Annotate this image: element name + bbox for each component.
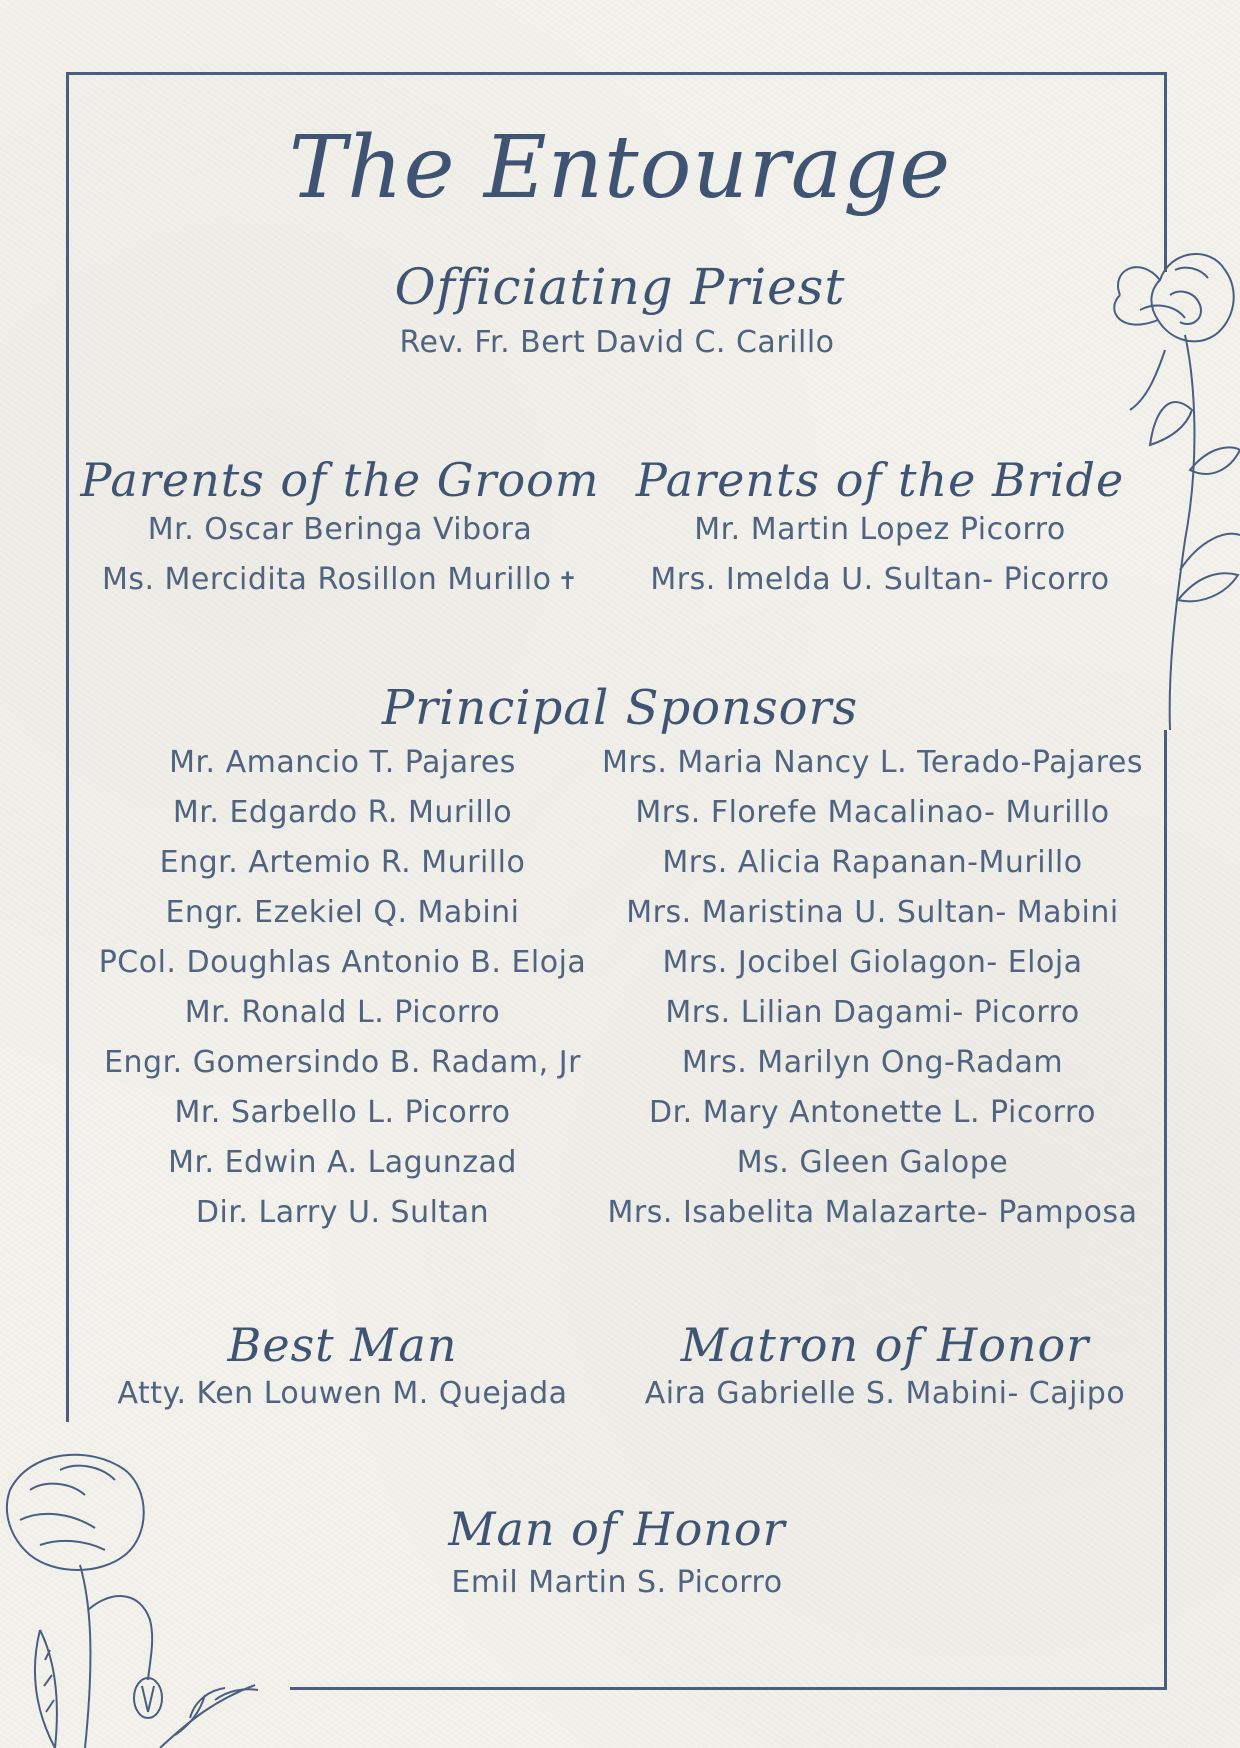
sponsor-left-2: Mr. Edgardo R. Murillo <box>172 795 513 830</box>
cross-icon: ✝ <box>557 567 579 595</box>
sponsor-right-6: Mrs. Lilian Dagami- Picorro <box>665 995 1080 1030</box>
best-man-name: Atty. Ken Louwen M. Quejada <box>117 1376 568 1411</box>
sponsor-right-1: Mrs. Maria Nancy L. Terado-Pajares <box>602 745 1143 780</box>
groom-parents-heading: Parents of the Groom <box>80 453 600 507</box>
sponsor-left-7: Engr. Gomersindo B. Radam, Jr <box>104 1045 581 1080</box>
sponsor-left-3: Engr. Artemio R. Murillo <box>159 845 526 880</box>
sponsor-left-5: PCol. Doughlas Antonio B. Eloja <box>98 945 587 980</box>
groom-father-name: Mr. Oscar Beringa Vibora <box>147 512 533 547</box>
officiating-heading: Officiating Priest <box>394 258 846 316</box>
sponsor-left-1: Mr. Amancio T. Pajares <box>169 745 516 780</box>
bride-parents-heading: Parents of the Bride <box>635 453 1125 507</box>
floral-left-illustration <box>0 1450 270 1748</box>
sponsor-right-8: Dr. Mary Antonette L. Picorro <box>648 1095 1097 1130</box>
best-man-heading: Best Man <box>227 1318 458 1372</box>
sponsor-left-9: Mr. Edwin A. Lagunzad <box>168 1145 517 1180</box>
sponsors-heading: Principal Sponsors <box>381 680 859 736</box>
bride-mother-name: Mrs. Imelda U. Sultan- Picorro <box>650 562 1110 597</box>
floral-right-illustration <box>1100 240 1240 730</box>
officiating-priest-name: Rev. Fr. Bert David C. Carillo <box>399 325 835 360</box>
sponsor-right-4: Mrs. Maristina U. Sultan- Mabini <box>626 895 1119 930</box>
page-title: The Entourage <box>288 118 952 218</box>
man-of-honor-name: Emil Martin S. Picorro <box>451 1565 783 1600</box>
sponsor-left-8: Mr. Sarbello L. Picorro <box>174 1095 511 1130</box>
groom-mother-label: Ms. Mercidita Rosillon Murillo <box>101 562 552 597</box>
sponsor-right-3: Mrs. Alicia Rapanan-Murillo <box>662 845 1083 880</box>
frame-bottom-line <box>290 1687 1167 1690</box>
sponsor-left-4: Engr. Ezekiel Q. Mabini <box>165 895 520 930</box>
sponsor-right-5: Mrs. Jocibel Giolagon- Eloja <box>662 945 1083 980</box>
groom-mother-name <box>80 562 600 597</box>
sponsor-right-10: Mrs. Isabelita Malazarte- Pamposa <box>607 1195 1138 1230</box>
matron-heading: Matron of Honor <box>680 1318 1090 1372</box>
frame-top-line <box>66 72 1167 75</box>
sponsor-right-9: Ms. Gleen Galope <box>736 1145 1009 1180</box>
sponsor-left-10: Dir. Larry U. Sultan <box>195 1195 490 1230</box>
bride-father-name: Mr. Martin Lopez Picorro <box>694 512 1066 547</box>
sponsor-right-2: Mrs. Florefe Macalinao- Murillo <box>635 795 1110 830</box>
sponsor-left-6: Mr. Ronald L. Picorro <box>184 995 501 1030</box>
sponsor-right-7: Mrs. Marilyn Ong-Radam <box>681 1045 1064 1080</box>
matron-name: Aira Gabrielle S. Mabini- Cajipo <box>644 1376 1126 1411</box>
man-of-honor-heading: Man of Honor <box>448 1502 786 1556</box>
